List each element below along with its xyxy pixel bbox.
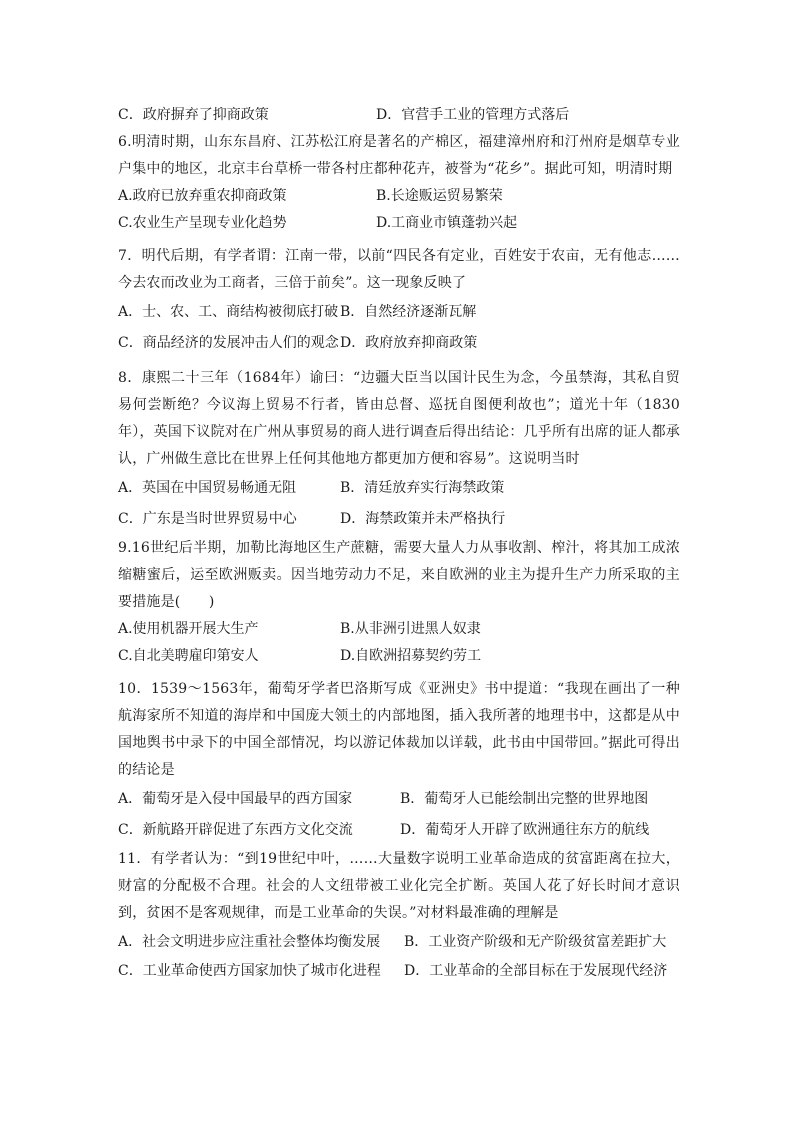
- option-b: B．工业资产阶级和无产阶级贫富差距扩大: [404, 934, 667, 950]
- option-a: A．英国在中国贸易畅通无阻: [118, 480, 297, 496]
- question-9: [118, 535, 680, 670]
- question-stem: 6.明清时期，山东东昌府、江苏松江府是著名的产棉区，福建漳州府和汀州府是烟草专业户集中的地区，北京丰台草桥一带各村庄都种花卉，被誉为“花乡”。据此可知，明清时期: [118, 134, 680, 177]
- page-content: [118, 102, 680, 985]
- option-a: A．士、农、工、商结构被彻底打破: [118, 304, 339, 320]
- question-stem: 10．1539～1563年，葡萄牙学者巴洛斯写成《亚洲史》书中提道：“我现在画出了一种航海家所不知道的海岸和中国庞大领土的内部地图，插入我所著的地理书中，这都是从中国地舆书中录下的中国全部情况，均以游记体裁加以详载，此书由中国带回。”据此可得出的结论是: [118, 681, 680, 778]
- option-row: [118, 643, 680, 670]
- option-a: A.政府已放弃重农抑商政策: [118, 188, 287, 204]
- option-d: D．政府放弃抑商政策: [340, 335, 478, 351]
- option-b: B.从非洲引进黑人奴隶: [340, 621, 481, 637]
- option-d: D．葡萄牙人开辟了欧洲通往东方的航线: [400, 822, 650, 838]
- option-d: D.工商业市镇蓬勃兴起: [376, 215, 518, 231]
- option-row: [118, 927, 680, 958]
- option-b: B．自然经济逐渐瓦解: [340, 304, 477, 320]
- option-row: [118, 504, 680, 535]
- question-6: [118, 129, 680, 237]
- question-stem: 7．明代后期，有学者谓：江南一带，以前“四民各有定业，百姓安于农亩，无有他志……今去农而改业为工商者，三倍于前矣”。这一现象反映了: [118, 248, 680, 291]
- option-a: A.使用机器开展大生产: [118, 621, 259, 637]
- option-c: C．广东是当时世界贸易中心: [118, 511, 297, 527]
- question-stem: 9.16世纪后半期，加勒比海地区生产蔗糖，需要大量人力从事收割、榨汁，将其加工成浓缩糖蜜后，运至欧洲贩卖。因当地劳动力不足，来自欧洲的业主为提升生产力所采取的主要措施是( ): [118, 540, 680, 610]
- question-stem: 8．康熙二十三年（1684年）谕曰：“边疆大臣当以国计民生为念，今虽禁海，其私自贸易何尝断绝？今议海上贸易不行者，皆由总督、巡抚自图便利故也”；道光十年（1830年），英国下议院对在广州从事贸易的商人进行调查后得出结论：几乎所有出席的证人都承认，广州做生意比在世界上任何其他地方都更加方便和容易”。这说明当时: [118, 370, 680, 467]
- option-b: B．葡萄牙人已能绘制出完整的世界地图: [400, 791, 649, 807]
- option-row: [118, 815, 680, 846]
- option-row: [118, 297, 680, 328]
- option-c: C．工业革命使西方国家加快了城市化进程: [118, 963, 381, 979]
- option-b: B.长途贩运贸易繁荣: [376, 188, 503, 204]
- question-8: [118, 365, 680, 535]
- option-d: D.自欧洲招募契约劳工: [340, 648, 482, 664]
- option-c: C.自北美聘雇印第安人: [118, 648, 259, 664]
- option-a: A．葡萄牙是入侵中国最早的西方国家: [118, 791, 353, 807]
- option-c: C.农业生产呈现专业化趋势: [118, 215, 287, 231]
- prev-question-options: [118, 102, 680, 129]
- question-10: [118, 676, 680, 846]
- option-row: [118, 958, 680, 985]
- option-row: [118, 473, 680, 504]
- option-a: A．社会文明进步应注重社会整体均衡发展: [118, 934, 381, 950]
- option-c: C．新航路开辟促进了东西方文化交流: [118, 822, 353, 838]
- option-row: [118, 328, 680, 359]
- question-7: [118, 243, 680, 359]
- option-d: D．工业革命的全部目标在于发展现代经济: [404, 963, 668, 979]
- option-d: D．官营手工业的管理方式落后: [376, 107, 570, 123]
- question-stem: 11．有学者认为：“到19世纪中叶，……大量数字说明工业革命造成的贫富距离在拉大，财富的分配极不合理。社会的人文纽带被工业化完全扩断。英国人花了好长时间才意识到，贫困不是客观规律，而是工业革命的失误。”对材料最准确的理解是: [118, 851, 680, 921]
- option-row: [118, 183, 680, 210]
- option-b: B．清廷放弃实行海禁政策: [340, 480, 505, 496]
- option-row: [118, 210, 680, 237]
- option-row: [118, 616, 680, 643]
- option-d: D．海禁政策并未严格执行: [340, 511, 506, 527]
- question-11: [118, 846, 680, 985]
- option-c: C．政府摒弃了抑商政策: [118, 107, 269, 123]
- option-c: C．商品经济的发展冲击人们的观念: [118, 335, 339, 351]
- option-row: [118, 784, 680, 815]
